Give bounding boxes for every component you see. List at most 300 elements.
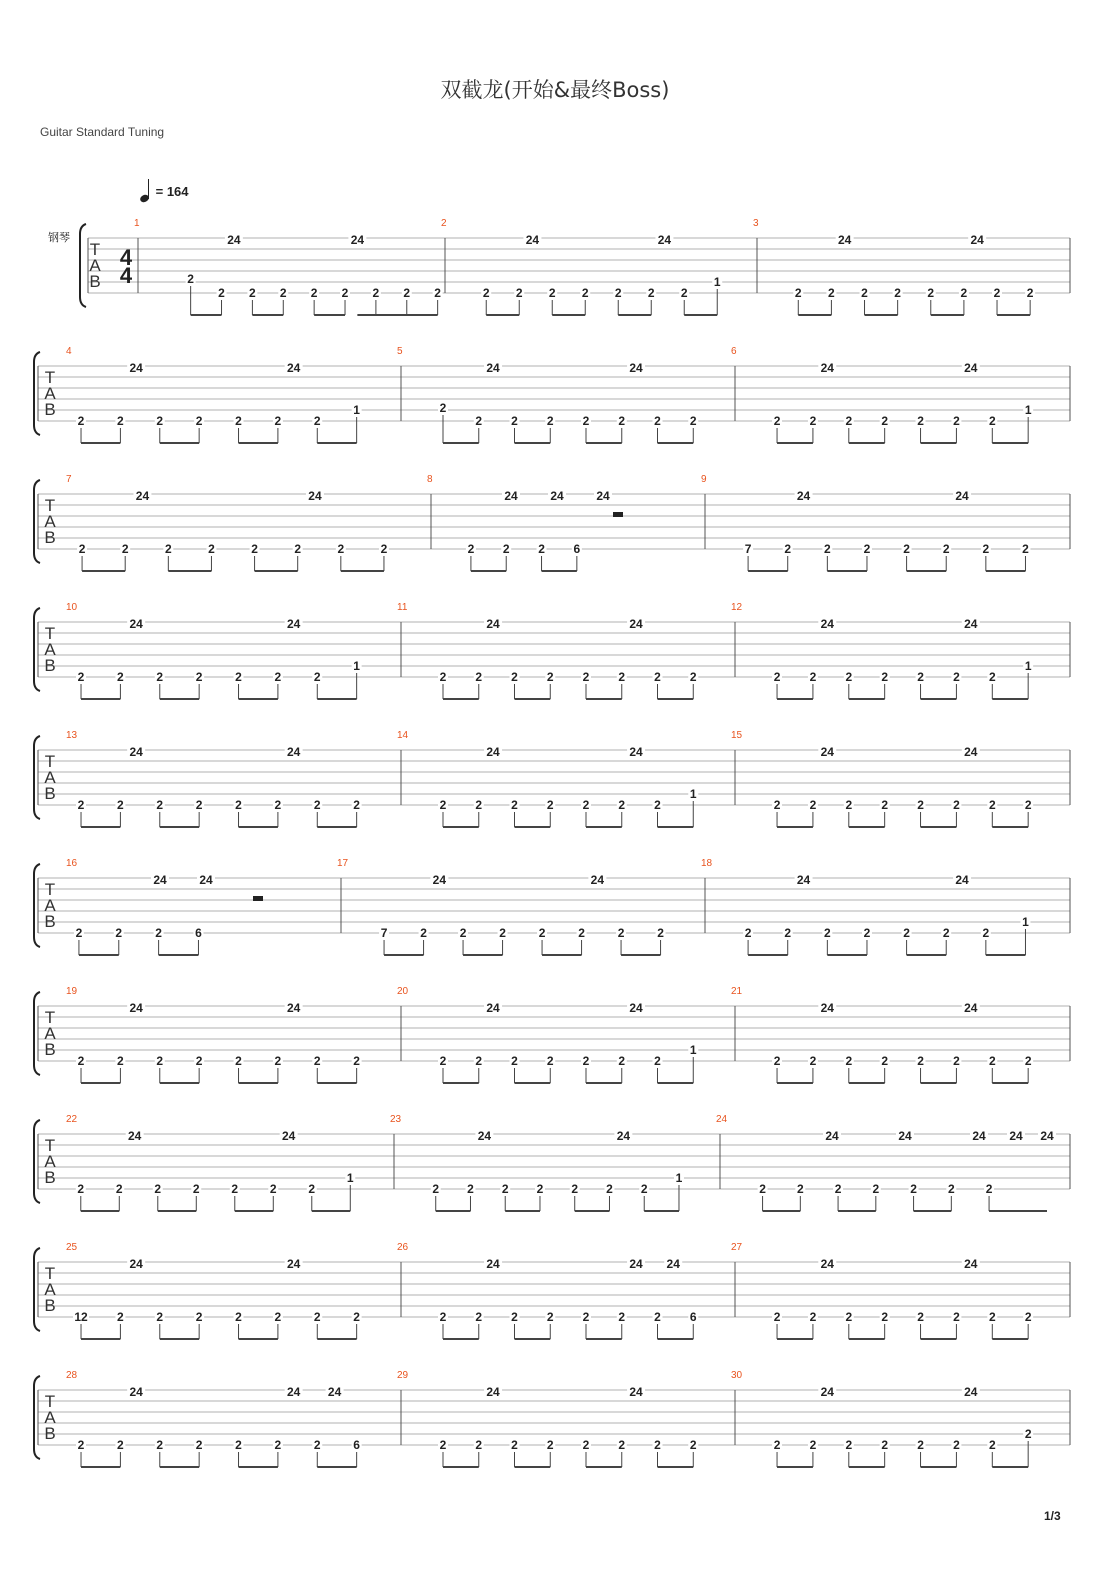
- fret-number-low: 2: [195, 798, 203, 812]
- fret-number-low: 1: [346, 1171, 354, 1185]
- measure-number: 21: [731, 986, 743, 997]
- fret-number-low: 2: [1024, 1054, 1032, 1068]
- fret-number-low: 2: [156, 670, 164, 684]
- measure-number: 11: [397, 602, 408, 613]
- fret-number-high: 24: [128, 1129, 142, 1143]
- fret-number-low: 2: [618, 1310, 626, 1324]
- fret-number-low: 2: [947, 1182, 955, 1196]
- fret-number-low: 2: [274, 1438, 282, 1452]
- fret-number-low: 2: [1026, 286, 1034, 300]
- fret-number-low: 2: [353, 1054, 360, 1068]
- system-bracket: [34, 1248, 40, 1331]
- tab-letter-t: T: [44, 1392, 56, 1411]
- fret-number-high: 24: [282, 1129, 296, 1143]
- fret-number-high: 24: [550, 489, 564, 503]
- measure-number: 20: [397, 986, 409, 997]
- fret-number-high: 24: [964, 1001, 978, 1015]
- fret-number-low: 2: [582, 1438, 590, 1452]
- fret-number-low: 2: [434, 286, 441, 300]
- tempo-value: = 164: [155, 184, 189, 199]
- fret-number-low: 2: [617, 926, 625, 940]
- fret-number-low: 2: [117, 670, 124, 684]
- fret-number-low: 2: [942, 542, 950, 556]
- fret-number-high: 24: [666, 1257, 680, 1271]
- fret-number-low: 7: [380, 926, 388, 940]
- tab-letter-b: B: [44, 1040, 56, 1059]
- system-bracket: [34, 736, 40, 819]
- fret-number-low: 2: [834, 1182, 842, 1196]
- half-rest-icon: [613, 512, 623, 517]
- fret-number-low: 2: [582, 1054, 590, 1068]
- tab-letter-a: A: [44, 1408, 56, 1427]
- measure-number: 27: [731, 1242, 743, 1253]
- fret-number-low: 2: [235, 670, 242, 684]
- fret-number-low: 2: [988, 1054, 996, 1068]
- measure-number: 7: [66, 474, 72, 485]
- fret-number-low: 2: [538, 542, 545, 556]
- measure-number: 1: [134, 218, 140, 229]
- tab-letter-a: A: [44, 1152, 56, 1171]
- time-signature-bottom: 4: [119, 263, 133, 288]
- fret-number-low: 2: [156, 1438, 164, 1452]
- fret-number-high: 24: [286, 1257, 301, 1271]
- fret-number-low: 2: [942, 926, 950, 940]
- tab-letter-t: T: [44, 752, 56, 771]
- measure-number: 17: [337, 858, 349, 869]
- fret-number-low: 2: [578, 926, 585, 940]
- fret-number-low: 1: [1022, 915, 1029, 929]
- measure-number: 10: [66, 602, 78, 613]
- fret-number-low: 2: [809, 414, 817, 428]
- fret-number-low: 2: [982, 542, 990, 556]
- fret-number-low: 2: [809, 1054, 817, 1068]
- fret-number-low: 2: [654, 414, 661, 428]
- fret-number-low: 2: [511, 1310, 518, 1324]
- fret-number-low: 2: [515, 286, 523, 300]
- fret-number-low: 2: [1022, 542, 1029, 556]
- fret-number-low: 2: [511, 798, 518, 812]
- tab-letter-b: B: [44, 528, 56, 547]
- fret-number-high: 24: [820, 1385, 834, 1399]
- fret-number-low: 2: [796, 1182, 804, 1196]
- fret-number-low: 2: [115, 926, 123, 940]
- system-bracket: [34, 480, 40, 563]
- fret-number-low: 2: [784, 542, 792, 556]
- tab-letter-t: T: [44, 1008, 56, 1027]
- tab-letter-a: A: [44, 896, 56, 915]
- fret-number-low: 2: [917, 798, 924, 812]
- fret-number-high: 24: [590, 873, 605, 887]
- fret-number-low: 2: [845, 414, 853, 428]
- fret-number-high: 24: [135, 489, 150, 503]
- fret-number-low: 2: [1024, 798, 1032, 812]
- fret-number-low: 2: [985, 1182, 993, 1196]
- fret-number-high: 24: [286, 617, 301, 631]
- fret-number-low: 2: [654, 1054, 661, 1068]
- fret-number-high: 24: [129, 1001, 143, 1015]
- fret-number-low: 2: [77, 1182, 85, 1196]
- fret-number-low: 2: [809, 670, 817, 684]
- fret-number-low: 2: [117, 414, 124, 428]
- fret-number-low: 2: [689, 1438, 697, 1452]
- fret-number-low: 2: [953, 1438, 960, 1452]
- fret-number-low: 2: [475, 1438, 483, 1452]
- system-bracket: [34, 352, 40, 435]
- fret-number-high: 24: [629, 1257, 643, 1271]
- tab-letter-a: A: [44, 640, 56, 659]
- fret-number-low: 2: [117, 1310, 124, 1324]
- fret-number-low: 2: [279, 286, 287, 300]
- fret-number-low: 2: [680, 286, 688, 300]
- fret-number-low: 2: [439, 1310, 447, 1324]
- fret-number-high: 24: [796, 873, 811, 887]
- fret-number-low: 2: [475, 798, 483, 812]
- fret-number-high: 24: [964, 617, 978, 631]
- fret-number-high: 24: [629, 361, 643, 375]
- fret-number-low: 2: [467, 542, 475, 556]
- fret-number-low: 2: [654, 1310, 661, 1324]
- fret-number-high: 24: [837, 233, 852, 247]
- fret-number-high: 24: [820, 1001, 834, 1015]
- fret-number-low: 2: [156, 414, 164, 428]
- fret-number-low: 2: [511, 670, 518, 684]
- fret-number-low: 2: [773, 798, 781, 812]
- fret-number-low: 2: [548, 286, 556, 300]
- fret-number-low: 7: [744, 542, 752, 556]
- instrument-label: 钢琴: [48, 231, 70, 244]
- fret-number-low: 2: [187, 272, 194, 286]
- fret-number-low: 2: [863, 926, 871, 940]
- fret-number-low: 2: [960, 286, 968, 300]
- fret-number-low: 2: [195, 1054, 203, 1068]
- fret-number-low: 2: [953, 1310, 960, 1324]
- measure-number: 19: [66, 986, 78, 997]
- fret-number-low: 2: [917, 670, 924, 684]
- fret-number-low: 2: [1024, 1427, 1032, 1441]
- fret-number-low: 2: [582, 670, 590, 684]
- fret-number-low: 1: [353, 403, 360, 417]
- system-bracket: [34, 992, 40, 1075]
- fret-number-low: 2: [618, 670, 626, 684]
- fret-number-low: 2: [773, 670, 781, 684]
- fret-number-high: 24: [286, 1385, 301, 1399]
- fret-number-low: 2: [117, 1054, 124, 1068]
- measure-number: 4: [66, 346, 72, 357]
- fret-number-low: 2: [546, 1438, 554, 1452]
- fret-number-low: 2: [538, 926, 546, 940]
- fret-number-low: 6: [573, 542, 581, 556]
- fret-number-low: 2: [988, 1438, 996, 1452]
- measure-number: 24: [716, 1114, 728, 1125]
- fret-number-low: 2: [156, 1054, 164, 1068]
- fret-number-low: 2: [828, 286, 835, 300]
- fret-number-low: 2: [647, 286, 655, 300]
- fret-number-low: 2: [235, 1054, 242, 1068]
- fret-number-high: 24: [486, 1257, 500, 1271]
- fret-number-low: 2: [195, 414, 203, 428]
- tab-letter-t: T: [44, 368, 56, 387]
- fret-number-low: 2: [313, 798, 321, 812]
- fret-number-low: 2: [824, 926, 831, 940]
- fret-number-low: 2: [353, 798, 360, 812]
- fret-number-low: 6: [353, 1438, 360, 1452]
- fret-number-low: 2: [313, 670, 321, 684]
- fret-number-low: 2: [117, 798, 124, 812]
- fret-number-low: 1: [713, 275, 721, 289]
- fret-number-low: 2: [164, 542, 172, 556]
- fret-number-low: 2: [372, 286, 380, 300]
- fret-number-low: 2: [881, 1438, 889, 1452]
- fret-number-low: 2: [121, 542, 129, 556]
- fret-number-high: 24: [486, 745, 500, 759]
- tab-letter-a: A: [89, 256, 101, 275]
- fret-number-low: 2: [784, 926, 792, 940]
- fret-number-low: 2: [313, 1054, 321, 1068]
- fret-number-low: 2: [546, 414, 554, 428]
- fret-number-low: 2: [274, 798, 282, 812]
- fret-number-low: 2: [195, 670, 203, 684]
- fret-number-low: 2: [439, 1438, 447, 1452]
- fret-number-low: 2: [845, 1054, 853, 1068]
- fret-number-low: 2: [115, 1182, 123, 1196]
- fret-number-low: 2: [917, 1310, 924, 1324]
- fret-number-low: 2: [439, 670, 447, 684]
- fret-number-low: 2: [546, 798, 554, 812]
- tab-letter-b: B: [44, 656, 56, 675]
- fret-number-high: 24: [286, 1001, 301, 1015]
- fret-number-high: 24: [970, 233, 984, 247]
- fret-number-low: 2: [927, 286, 935, 300]
- fret-number-low: 1: [1024, 403, 1032, 417]
- fret-number-low: 2: [988, 670, 996, 684]
- measure-number: 18: [701, 858, 713, 869]
- tab-letter-t: T: [89, 240, 101, 259]
- tab-letter-a: A: [44, 768, 56, 787]
- fret-number-low: 2: [689, 414, 697, 428]
- fret-number-low: 2: [511, 414, 518, 428]
- fret-number-low: 2: [341, 286, 349, 300]
- fret-number-low: 2: [313, 414, 321, 428]
- fret-number-high: 24: [955, 489, 969, 503]
- fret-number-low: 2: [903, 542, 910, 556]
- fret-number-low: 2: [845, 670, 853, 684]
- tab-letter-b: B: [44, 912, 56, 931]
- half-rest-icon: [253, 896, 263, 901]
- fret-number-high: 24: [820, 745, 834, 759]
- fret-number-low: 2: [75, 926, 83, 940]
- fret-number-low: 2: [77, 798, 85, 812]
- fret-number-low: 2: [917, 1054, 924, 1068]
- fret-number-low: 2: [467, 1182, 474, 1196]
- fret-number-low: 2: [195, 1310, 203, 1324]
- fret-number-high: 24: [129, 1385, 143, 1399]
- fret-number-low: 2: [809, 798, 817, 812]
- fret-number-low: 2: [773, 414, 781, 428]
- fret-number-low: 2: [195, 1438, 203, 1452]
- fret-number-low: 2: [235, 1310, 242, 1324]
- fret-number-low: 2: [353, 1310, 360, 1324]
- tab-letter-a: A: [44, 384, 56, 403]
- fret-number-high: 24: [820, 617, 834, 631]
- fret-number-low: 2: [845, 1438, 853, 1452]
- fret-number-low: 2: [274, 670, 282, 684]
- score-title: 双截龙(开始&最终Boss): [440, 78, 670, 102]
- fret-number-high: 24: [432, 873, 447, 887]
- tab-letter-a: A: [44, 1280, 56, 1299]
- fret-number-low: 2: [582, 414, 590, 428]
- fret-number-low: 2: [689, 670, 697, 684]
- fret-number-low: 2: [78, 542, 86, 556]
- fret-number-low: 2: [274, 1054, 282, 1068]
- system-bracket: [34, 1376, 40, 1459]
- fret-number-low: 2: [511, 1054, 518, 1068]
- fret-number-high: 24: [477, 1129, 492, 1143]
- fret-number-low: 2: [993, 286, 1001, 300]
- fret-number-low: 2: [313, 1310, 321, 1324]
- fret-number-low: 2: [156, 798, 164, 812]
- fret-number-high: 24: [350, 233, 365, 247]
- fret-number-low: 2: [618, 414, 626, 428]
- fret-number-low: 2: [475, 670, 483, 684]
- fret-number-high: 24: [972, 1129, 986, 1143]
- fret-number-high: 24: [616, 1129, 631, 1143]
- fret-number-low: 2: [824, 542, 831, 556]
- fret-number-low: 6: [689, 1310, 697, 1324]
- fret-number-low: 2: [988, 414, 996, 428]
- fret-number-high: 24: [796, 489, 811, 503]
- measure-number: 5: [397, 346, 403, 357]
- fret-number-low: 2: [313, 1438, 321, 1452]
- fret-number-low: 2: [654, 1438, 661, 1452]
- measure-number: 28: [66, 1370, 78, 1381]
- fret-number-low: 2: [953, 414, 960, 428]
- tab-letter-a: A: [44, 512, 56, 531]
- fret-number-low: 2: [953, 670, 960, 684]
- fret-number-high: 24: [596, 489, 610, 503]
- fret-number-low: 2: [337, 542, 345, 556]
- measure-number: 15: [731, 730, 743, 741]
- fret-number-low: 2: [154, 1182, 162, 1196]
- fret-number-low: 2: [618, 798, 626, 812]
- fret-number-low: 2: [155, 926, 162, 940]
- fret-number-low: 2: [310, 286, 318, 300]
- fret-number-low: 6: [195, 926, 202, 940]
- fret-number-low: 2: [773, 1054, 781, 1068]
- fret-number-low: 2: [581, 286, 589, 300]
- fret-number-low: 2: [903, 926, 910, 940]
- fret-number-low: 2: [439, 1054, 447, 1068]
- fret-number-high: 24: [129, 617, 143, 631]
- fret-number-low: 2: [953, 798, 960, 812]
- fret-number-low: 2: [910, 1182, 917, 1196]
- tab-letter-b: B: [89, 272, 101, 291]
- fret-number-high: 24: [1009, 1129, 1023, 1143]
- measure-number: 29: [397, 1370, 409, 1381]
- fret-number-high: 24: [486, 617, 500, 631]
- fret-number-high: 24: [964, 1385, 978, 1399]
- fret-number-high: 24: [657, 233, 672, 247]
- tab-letter-b: B: [44, 1168, 56, 1187]
- time-signature-top: 4: [119, 245, 133, 270]
- fret-number-low: 2: [475, 1310, 483, 1324]
- measure-number: 2: [441, 218, 447, 229]
- fret-number-low: 2: [881, 798, 889, 812]
- fret-number-low: 2: [773, 1438, 781, 1452]
- fret-number-high: 24: [129, 745, 143, 759]
- fret-number-high: 24: [286, 745, 301, 759]
- fret-number-high: 24: [629, 617, 643, 631]
- system-bracket: [34, 864, 40, 947]
- fret-number-low: 2: [917, 1438, 924, 1452]
- fret-number-low: 2: [845, 1310, 853, 1324]
- tab-letter-t: T: [44, 880, 56, 899]
- fret-number-low: 2: [403, 286, 411, 300]
- fret-number-low: 2: [614, 286, 622, 300]
- fret-number-high: 24: [129, 361, 143, 375]
- measure-number: 16: [66, 858, 78, 869]
- fret-number-high: 24: [629, 1385, 643, 1399]
- tab-letter-a: A: [44, 1024, 56, 1043]
- tab-letter-t: T: [44, 624, 56, 643]
- fret-number-low: 2: [894, 286, 901, 300]
- fret-number-low: 2: [546, 1310, 554, 1324]
- measure-number: 3: [753, 218, 759, 229]
- measure-number: 23: [390, 1114, 402, 1125]
- fret-number-low: 2: [501, 1182, 509, 1196]
- tab-letter-b: B: [44, 1296, 56, 1315]
- fret-number-high: 24: [486, 361, 500, 375]
- fret-number-low: 2: [744, 926, 752, 940]
- page-number: 1/3: [1044, 1509, 1061, 1523]
- fret-number-low: 2: [953, 1054, 960, 1068]
- fret-number-low: 2: [482, 286, 490, 300]
- fret-number-low: 2: [582, 798, 590, 812]
- fret-number-low: 2: [863, 542, 871, 556]
- tab-letter-b: B: [44, 784, 56, 803]
- fret-number-low: 2: [657, 926, 664, 940]
- fret-number-low: 2: [77, 414, 85, 428]
- fret-number-low: 2: [231, 1182, 239, 1196]
- fret-number-high: 24: [486, 1385, 500, 1399]
- system-bracket: [80, 224, 86, 307]
- tab-letter-t: T: [44, 496, 56, 515]
- measure-number: 22: [66, 1114, 78, 1125]
- fret-number-low: 2: [156, 1310, 164, 1324]
- fret-number-low: 2: [218, 286, 225, 300]
- fret-number-low: 1: [689, 787, 697, 801]
- fret-number-low: 2: [654, 670, 661, 684]
- fret-number-low: 2: [511, 1438, 518, 1452]
- fret-number-low: 2: [235, 798, 242, 812]
- tab-letter-t: T: [44, 1136, 56, 1155]
- fret-number-low: 2: [249, 286, 256, 300]
- fret-number-low: 2: [420, 926, 427, 940]
- measure-number: 9: [701, 474, 707, 485]
- fret-number-low: 12: [74, 1310, 88, 1324]
- fret-number-high: 24: [525, 233, 540, 247]
- fret-number-low: 1: [689, 1043, 697, 1057]
- fret-number-low: 2: [475, 1054, 483, 1068]
- fret-number-high: 24: [820, 1257, 834, 1271]
- fret-number-high: 24: [308, 489, 322, 503]
- measure-number: 26: [397, 1242, 409, 1253]
- measure-number: 14: [397, 730, 409, 741]
- fret-number-low: 2: [269, 1182, 277, 1196]
- fret-number-low: 2: [439, 401, 447, 415]
- measure-number: 13: [66, 730, 78, 741]
- fret-number-low: 2: [208, 542, 215, 556]
- fret-number-low: 1: [675, 1171, 683, 1185]
